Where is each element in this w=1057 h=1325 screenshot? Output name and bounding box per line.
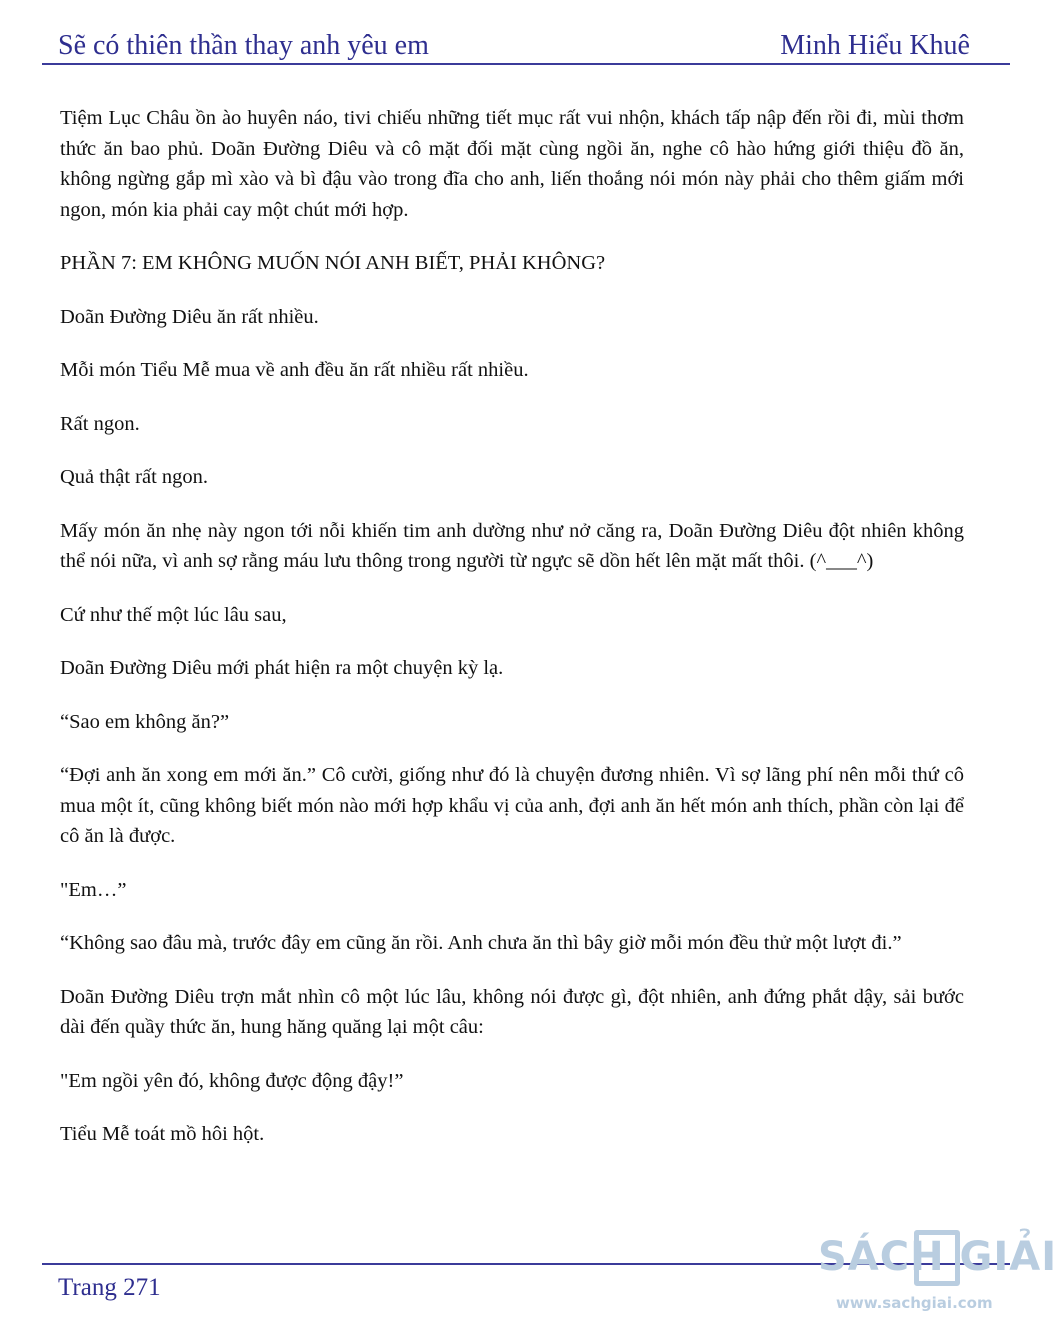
paragraph: Quả thật rất ngon. [60, 466, 209, 488]
watermark-url: www.sachgiai.com [836, 1294, 993, 1312]
paragraph: "Em ngồi yên đó, không được động đậy!” [60, 1069, 404, 1092]
paragraph: “Sao em không ăn?” [60, 710, 230, 733]
paragraph: Doãn Đường Diêu mới phát hiện ra một chuyện kỳ lạ. [60, 657, 504, 679]
header-divider [42, 63, 1010, 65]
chapter-heading: PHẦN 7: EM KHÔNG MUỐN NÓI ANH BIẾT, PHẢI KHÔNG? [60, 252, 606, 274]
paragraph: Tiệm Lục Châu ồn ào huyên náo, tivi chiếu những tiết mục rất vui nhộn, khách tấp nập đến rồi đi, mùi thơm thức ăn bao phủ. Doãn Đường Diêu và cô mặt đối mặt cùng ngồi ăn, nghe cô hào hứng giới thiệu đồ ăn, không ngừng gắp mì xào và bì đậu vào trong đĩa cho anh, liến thoắng nói món này phải cho thêm giấm mới ngon, món kia phải cay một chút mới hợp. [60, 107, 964, 221]
paragraph: “Đợi anh ăn xong em mới ăn.” Cô cười, giống như đó là chuyện đương nhiên. Vì sợ lãng phí nên mỗi thứ cô mua một ít, cũng không biết món nào mới hợp khẩu vị của anh, đợi anh ăn hết món anh thích, phần còn lại để cô ăn là được. [60, 764, 964, 847]
paragraph: Rất ngon. [60, 412, 140, 435]
paragraph: Doãn Đường Diêu trợn mắt nhìn cô một lúc lâu, không nói được gì, đột nhiên, anh đứng phắt dậy, sải bước dài đến quầy thức ăn, hung hăng quăng lại một câu: [60, 985, 964, 1038]
paragraph: Mấy món ăn nhẹ này ngon tới nỗi khiến tim anh dường như nở căng ra, Doãn Đường Diêu đột nhiên không thể nói nữa, vì anh sợ rằng máu lưu thông trong người từ ngực sẽ dồn hết lên mặt mất thôi. (^___^) [60, 519, 964, 572]
book-title: Sẽ có thiên thần thay anh yêu em [58, 30, 429, 61]
watermark-logo [818, 1230, 1057, 1325]
page-body [60, 103, 964, 1173]
paragraph: "Em…” [60, 878, 127, 901]
paragraph: Cứ như thế một lúc lâu sau, [60, 603, 287, 626]
paragraph: Mỗi món Tiểu Mễ mua về anh đều ăn rất nhiều rất nhiều. [60, 359, 529, 381]
watermark-logo-text: SÁCH GIẢI [818, 1234, 1057, 1280]
paragraph: “Không sao đâu mà, trước đây em cũng ăn rồi. Anh chưa ăn thì bây giờ mỗi món đều thử một lượt đi.” [60, 932, 902, 954]
page-header [58, 22, 970, 62]
paragraph: Doãn Đường Diêu ăn rất nhiều. [60, 305, 319, 328]
author-name: Minh Hiểu Khuê [780, 30, 970, 61]
page-number: Trang 271 [58, 1274, 161, 1301]
paragraph: Tiểu Mễ toát mồ hôi hột. [60, 1123, 265, 1145]
